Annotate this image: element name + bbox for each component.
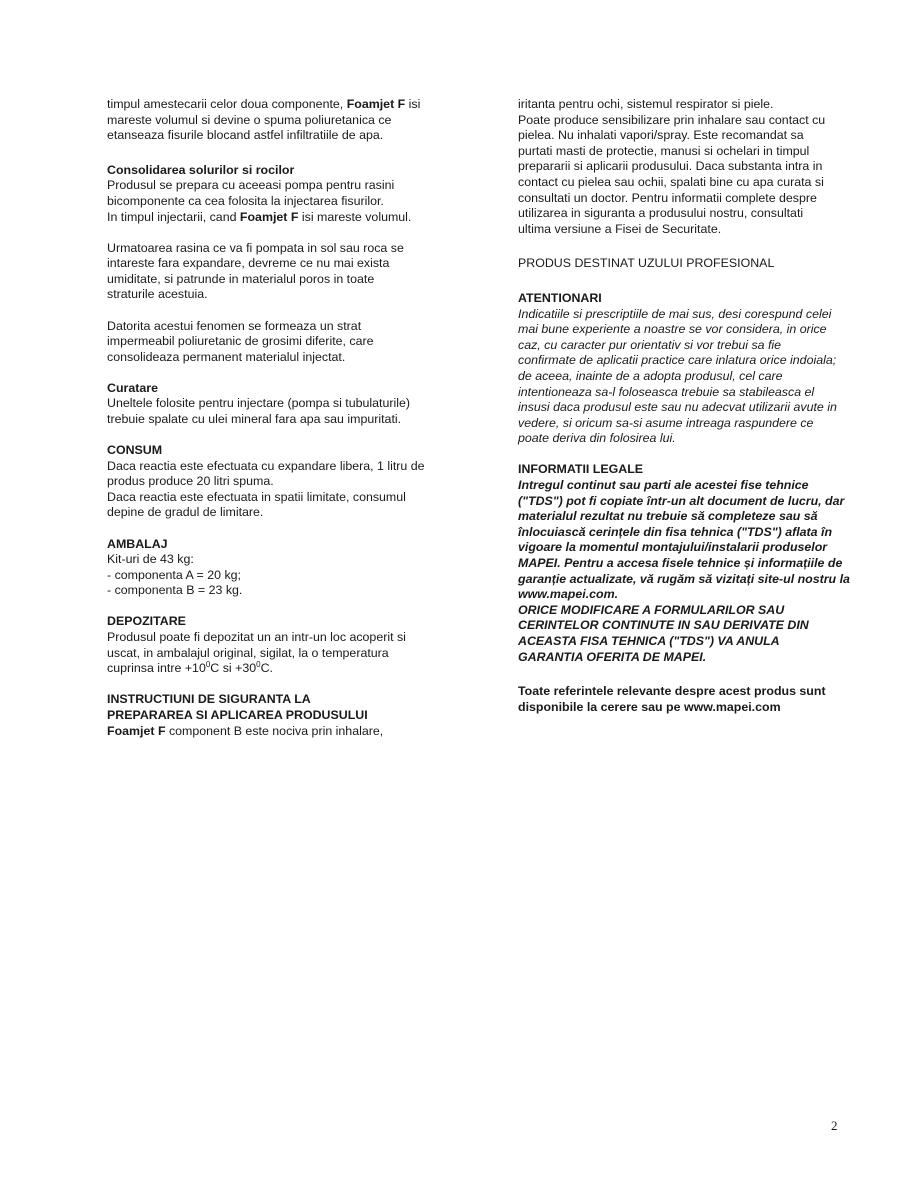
product-name: Foamjet F xyxy=(239,209,299,224)
curatare-text: Uneltele folosite pentru injectare (pompa si tubulaturile) trebuie spalate cu ulei mineral fara apa sau impuritati. xyxy=(107,396,411,426)
intro-paragraph: timpul amestecarii celor doua componente, Foamjet F isi mareste volumul si devine o spuma poliuretanica ce etanseaza fisurile blocand astfel infiltratiile de apa. xyxy=(107,97,421,143)
product-name: Foamjet F xyxy=(107,723,166,738)
atentionari-text: Indicatiile si prescriptiile de mai sus, desi corespund celei mai bune experiente a noastre se vor considera, in orice caz, cu caracter pur orientativ si vor trebui sa fie confirmate de aplicatii practice care inlatura orice indoiala; de aceea, inainte de a adopta produsul, cel care intentioneaza sa-l foloseasca trebuie sa stabileasca el insusi daca produsul este sau nu adecvat utilizarii avute in vedere, si oricum sa-si asume intreaga raspundere ce poate deriva din folosirea lui. xyxy=(518,306,837,446)
left-column xyxy=(107,97,467,739)
atentionari-heading: ATENTIONARI xyxy=(518,290,602,305)
referinte-text: Toate referintele relevante despre acest produs sunt disponibile la cerere sau pe www.mapei.com xyxy=(518,684,826,714)
depozitare-text: Produsul poate fi depozitat un an intr-un loc acoperit si uscat, in ambalajul original, sigilat, la o temperatura cuprinsa intre $+10^0C$ si $+30^0C$. xyxy=(107,630,406,676)
ambalaj-heading: AMBALAJ xyxy=(107,536,168,551)
right-column xyxy=(518,97,890,715)
professional-use-note: PRODUS DESTINAT UZULUI PROFESIONAL xyxy=(518,256,775,271)
legale-heading: INFORMATII LEGALE xyxy=(518,462,644,477)
consolidare-text: Produsul se prepara cu aceeasi pompa pentru rasini bicomponente ca cea folosita la injectarea fisurilor. In timpul injectarii, cand Foamjet F isi mareste volumul. xyxy=(107,178,412,224)
safety-continuation: iritanta pentru ochi, sistemul respirator si piele. Poate produce sensibilizare prin inhalare sau contact cu pielea. Nu inhalati vapori/spray. Este recomandat sa purtati masti de protectie, manusi si ochelari in timpul prepararii si aplicarii produsului. Daca substanta intra in contact cu pielea sau ochii, spalati bine cu apa curata si consultati un doctor. Pentru informatii complete despre utilizarea in siguranta a produsului nostru, consultati ultima versiune a Fisei de Securitate. xyxy=(518,97,826,236)
instructiuni-heading: INSTRUCTIUNI DE SIGURANTA LA PREPARAREA SI APLICAREA PRODUSULUI xyxy=(107,692,368,722)
consolidare-text-2: Urmatoarea rasina ce va fi pompata in sol sau roca se intareste fara expandare, devreme ce nu mai exista umiditate, si patrunde in materialul poros in toate straturile acestuia. xyxy=(107,240,404,302)
consolidare-heading: Consolidarea solurilor si rocilor xyxy=(107,162,295,177)
curatare-heading: Curatare xyxy=(107,380,158,395)
depozitare-heading: DEPOZITARE xyxy=(107,614,186,629)
consum-heading: CONSUM xyxy=(107,443,163,458)
product-name: Foamjet F xyxy=(346,97,406,111)
consum-text: Daca reactia este efectuata cu expandare libera, 1 litru de produs produce 20 litri spuma. Daca reactia este efectuata in spatii limitate, consumul depine de gradul de limitare. xyxy=(107,458,425,520)
legale-warning: ORICE MODIFICARE A FORMULARILOR SAU CERINTELOR CONTINUTE IN SAU DERIVATE DIN ACEASTA FISA TEHNICA ("TDS") VA ANULA GARANTIA OFERITA DE MAPEI. xyxy=(518,602,809,664)
page-number: 2 xyxy=(831,1118,838,1133)
ambalaj-text: Kit-uri de 43 kg: - componenta A = 20 kg; - componenta B = 23 kg. xyxy=(107,552,243,598)
consolidare-text-3: Datorita acestui fenomen se formeaza un strat impermeabil poliuretanic de grosimi diferite, care consolideaza permanent materialul injectat. xyxy=(107,318,374,364)
legale-text: Intregul continut sau parti ale acestei fise tehnice ("TDS") pot fi copiate într-un alt document de lucru, dar materialul rezultat nu trebuie să completeze sau să înlocuiască cerințele din fisa tehnica ("TDS") aflata în vigoare la momentul montajului/instalarii produselor MAPEI. Pentru a accesa fisele tehnice și informațiile de garanție actualizate, vă rugăm să vizitați site-ul nostru la www.mapei.com. xyxy=(518,477,850,602)
instructiuni-text: Foamjet F component B este nociva prin inhalare, xyxy=(107,723,384,738)
